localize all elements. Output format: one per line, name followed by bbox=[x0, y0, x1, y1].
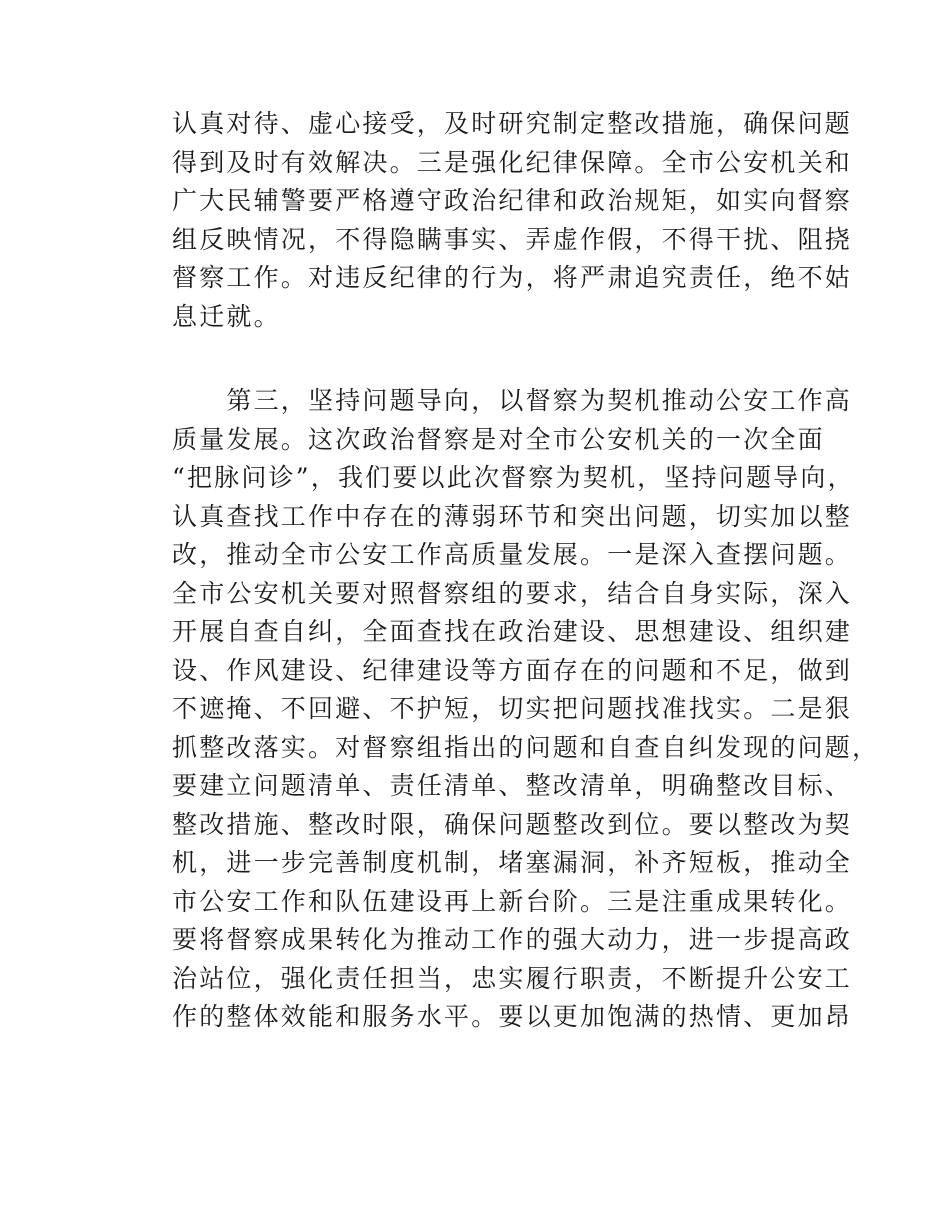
paragraph-1-line: 息迁就。 bbox=[172, 301, 281, 331]
paragraph-2-line: 机，进一步完善制度机制，堵塞漏洞，补齐短板，推动全 bbox=[172, 848, 853, 877]
paragraph-2-line: 抓整改落实。对督察组指出的问题和自查自纠发现的问题， bbox=[172, 732, 880, 762]
paragraph-2-line: 第三，坚持问题导向，以督察为契机推动公安工作高 bbox=[172, 386, 853, 415]
paragraph-2-line: 认真查找工作中存在的薄弱环节和突出问题，切实加以整 bbox=[172, 501, 853, 531]
paragraph-2-line: 开展自查自纠，全面查找在政治建设、思想建设、组织建 bbox=[172, 617, 853, 646]
paragraph-2-line: 作的整体效能和服务水平。要以更加饱满的热情、更加昂 bbox=[172, 1002, 853, 1031]
paragraph-2-line: 全市公安机关要对照督察组的要求，结合自身实际，深入 bbox=[172, 578, 853, 608]
paragraph-2-line: 改，推动全市公安工作高质量发展。一是深入查摆问题。 bbox=[172, 540, 853, 569]
paragraph-1-line: 广大民辅警要严格遵守政治纪律和政治规矩，如实向督察 bbox=[172, 186, 853, 215]
paragraph-2 bbox=[172, 382, 880, 1037]
paragraph-1-line: 得到及时有效解决。三是强化纪律保障。全市公安机关和 bbox=[172, 147, 853, 177]
paragraph-2-line: 市公安工作和队伍建设再上新台阶。三是注重成果转化。 bbox=[172, 886, 853, 916]
paragraph-1-line: 认真对待、虚心接受，及时研究制定整改措施，确保问题 bbox=[172, 109, 853, 138]
paragraph-1 bbox=[172, 105, 853, 336]
paragraph-2-line: 要建立问题清单、责任清单、整改清单，明确整改目标、 bbox=[172, 771, 853, 800]
paragraph-2-line: 不遮掩、不回避、不护短，切实把问题找准找实。二是狠 bbox=[172, 694, 853, 723]
paragraph-2-line: 设、作风建设、纪律建设等方面存在的问题和不足，做到 bbox=[172, 655, 853, 685]
paragraph-2-line: “把脉问诊”，我们要以此次督察为契机，坚持问题导向， bbox=[172, 463, 855, 492]
paragraph-1-line: 组反映情况，不得隐瞒事实、弄虚作假，不得干扰、阻挠 bbox=[172, 224, 853, 254]
paragraph-2-line: 质量发展。这次政治督察是对全市公安机关的一次全面 bbox=[172, 424, 825, 454]
paragraph-1-line: 督察工作。对违反纪律的行为，将严肃追究责任，绝不姑 bbox=[172, 263, 853, 292]
paragraph-2-line: 要将督察成果转化为推动工作的强大动力，进一步提高政 bbox=[172, 925, 853, 954]
paragraph-2-line: 治站位，强化责任担当，忠实履行职责，不断提升公安工 bbox=[172, 963, 853, 993]
paragraph-2-line: 整改措施、整改时限，确保问题整改到位。要以整改为契 bbox=[172, 809, 853, 839]
